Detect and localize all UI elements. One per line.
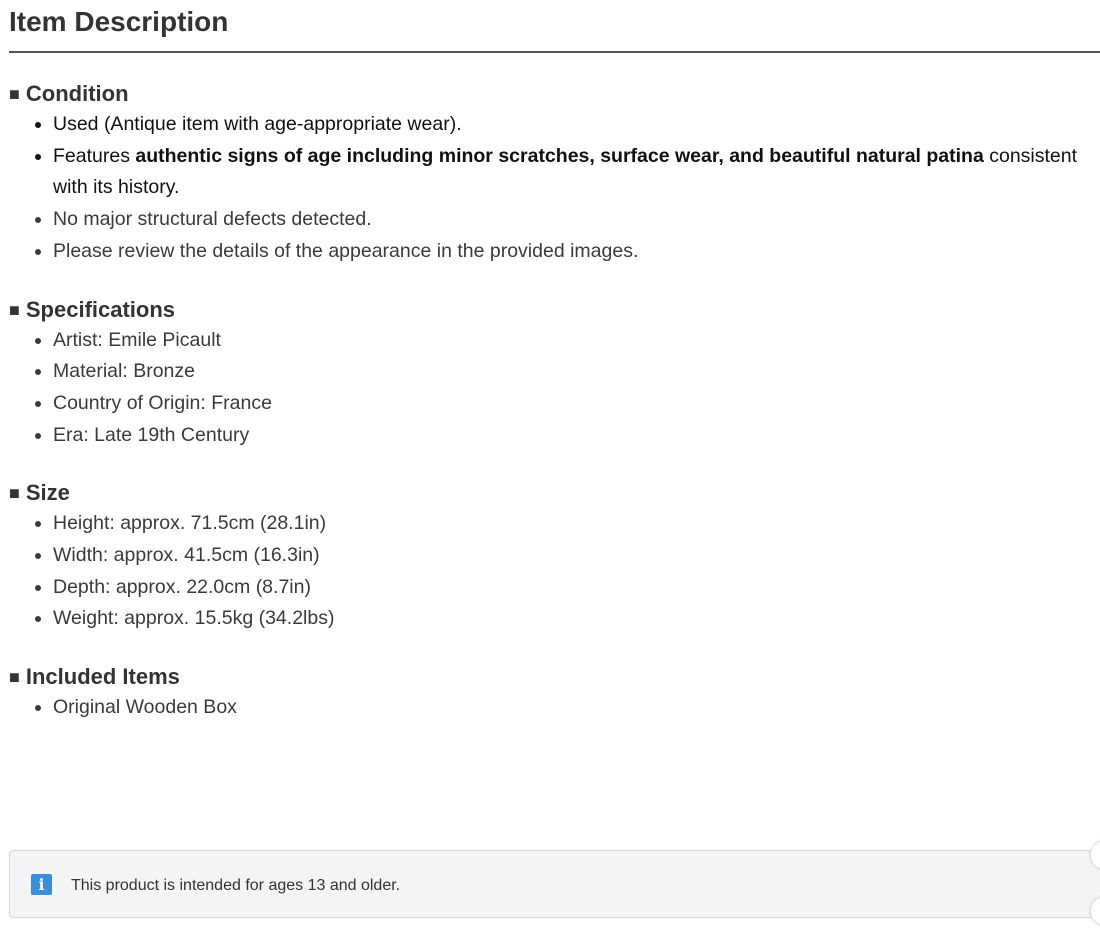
list-item-text: Please review the details of the appearance in the provided images.: [53, 239, 639, 262]
size-list: [9, 508, 1100, 635]
section-heading-label: Included Items: [25, 664, 180, 690]
list-item: • Era: Late 19th Century: [53, 420, 1100, 452]
square-bullet-icon: ■: [9, 84, 20, 104]
list-item: [53, 141, 1100, 204]
list-item: • Material: Bronze: [53, 356, 1100, 388]
list-item: • Country of Origin: France: [53, 388, 1100, 420]
included-items-list: [9, 692, 1100, 724]
list-item: • Depth: approx. 22.0cm (8.7in): [53, 572, 1100, 604]
section-heading-label: Specifications: [25, 296, 176, 322]
square-bullet-icon: ■: [9, 483, 20, 504]
square-bullet-icon: ■: [9, 667, 20, 688]
list-item: • Height: approx. 71.5cm (28.1in): [53, 508, 1100, 540]
list-item-emphasis: authentic signs of age including minor scratches, surface wear, and beautiful natural patina: [135, 144, 984, 167]
section-heading-condition: [9, 80, 1100, 109]
list-item-text: No major structural defects detected.: [53, 208, 372, 231]
section-heading-included-items: [9, 663, 1100, 692]
list-item-text: Used (Antique item with age-appropriate wear).: [53, 113, 462, 135]
section-heading-label: Size: [25, 480, 70, 506]
list-item-text: consistent with its history.: [53, 144, 1078, 199]
list-item: [53, 236, 1100, 268]
list-item: • Weight: approx. 15.5kg (34.2lbs): [53, 603, 1100, 635]
list-item: • Artist: Emile Picault: [53, 325, 1100, 357]
square-bullet-icon: ■: [9, 299, 20, 320]
title-divider: [9, 51, 1100, 53]
list-item: [53, 204, 1100, 236]
section-heading-size: [9, 479, 1100, 508]
specifications-list: [9, 325, 1100, 452]
section-heading-label: Condition: [25, 81, 129, 106]
condition-list: [9, 109, 1100, 268]
age-notice-box: [9, 850, 1100, 918]
item-description: [9, 0, 1100, 724]
info-icon: i: [31, 874, 52, 895]
list-item: • Original Wooden Box: [53, 692, 1100, 724]
page-title: Item Description: [9, 6, 229, 37]
list-item: [53, 109, 1100, 141]
list-item: • Width: approx. 41.5cm (16.3in): [53, 540, 1100, 572]
age-notice-text: This product is intended for ages 13 and older.: [71, 877, 401, 894]
list-item-text: Features: [53, 144, 136, 167]
section-heading-specifications: [9, 296, 1100, 325]
